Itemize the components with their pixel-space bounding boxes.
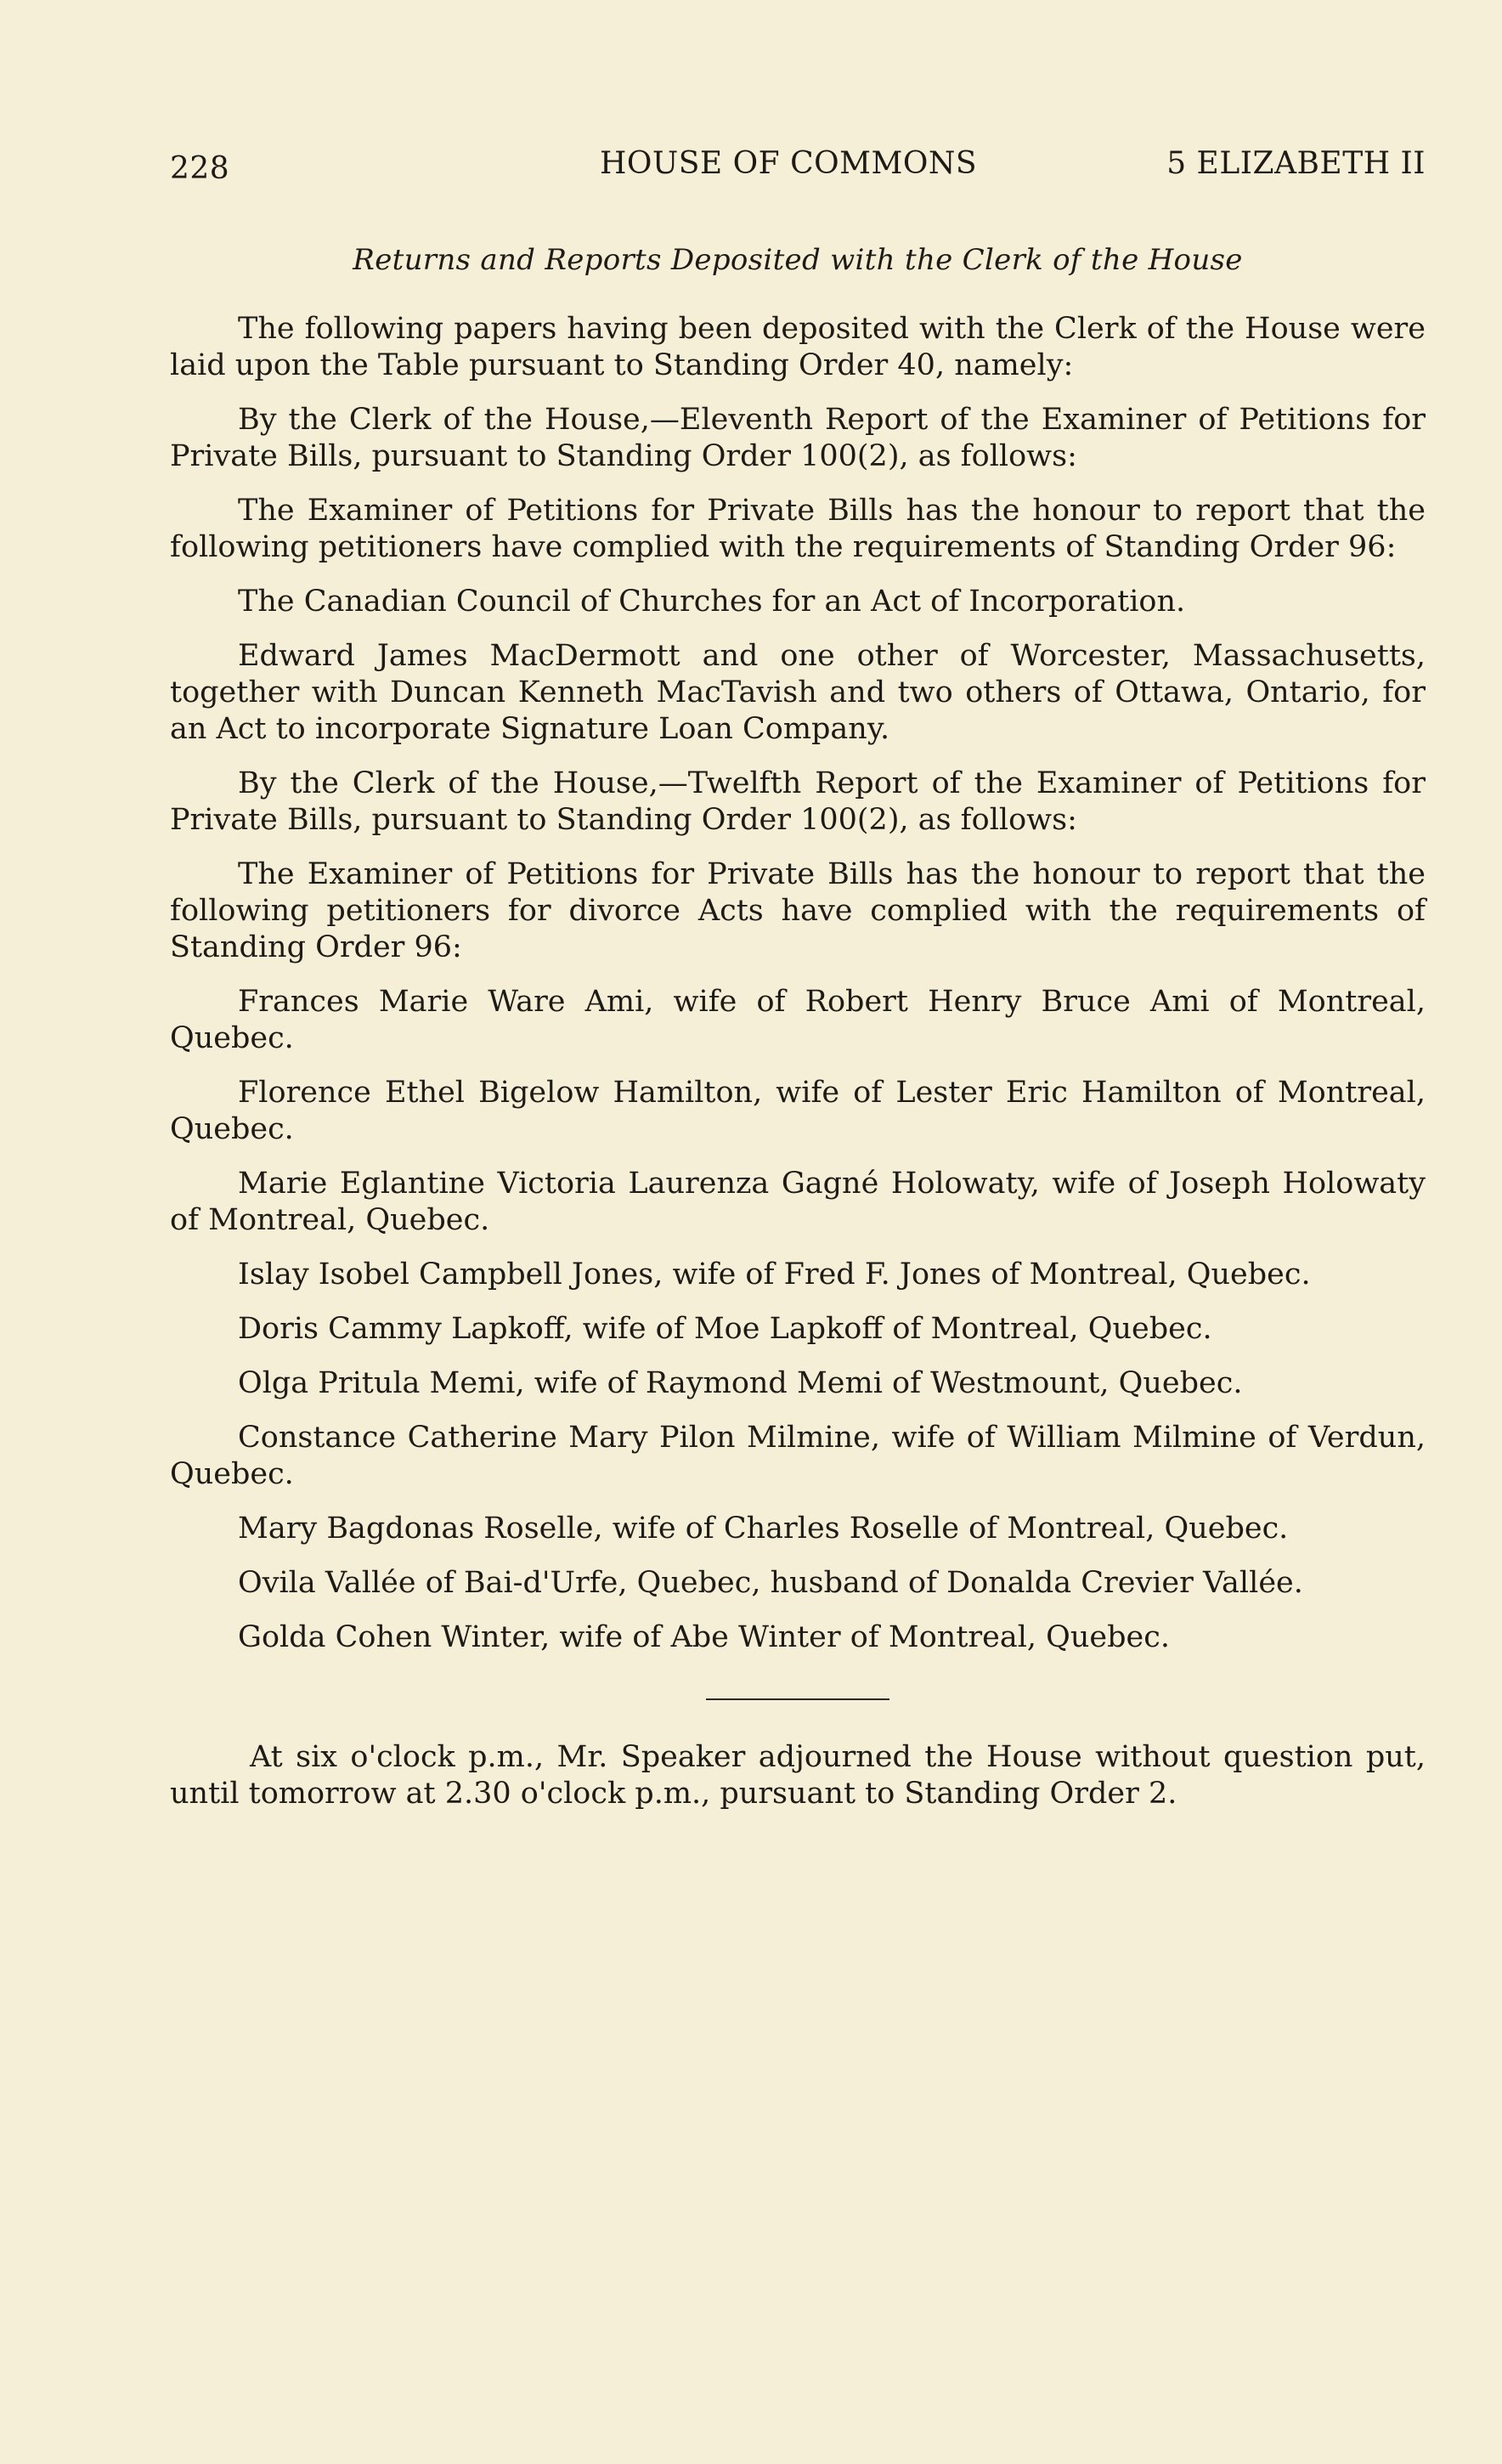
petition-item: Olga Pritula Memi, wife of Raymond Memi of Westmount, Quebec. [238, 1366, 1243, 1400]
document-page [170, 146, 1426, 1812]
paragraph: By the Clerk of the House,—Twelfth Report of the Examiner of Petitions for Private Bills, pursuant to Standing Order 100(2), as follows: [170, 766, 1426, 837]
petition-item: Islay Isobel Campbell Jones, wife of Fred F. Jones of Montreal, Quebec. [238, 1257, 1311, 1291]
body-text [170, 311, 1426, 1656]
adjournment-paragraph: At six o'clock p.m., Mr. Speaker adjourned the House without question put, until tomorrow at 2.30 o'clock p.m., pursuant to Standing Order 2. [170, 1740, 1426, 1811]
running-header [170, 146, 1426, 189]
petition-item: Mary Bagdonas Roselle, wife of Charles Roselle of Montreal, Quebec. [238, 1512, 1289, 1546]
section-divider [706, 1698, 889, 1700]
petition-item: Edward James MacDermott and one other of Worcester, Massachusetts, together with Duncan Kenneth MacTavish and two others of Ottawa, Ontario, for an Act to incorporate Signature Loan Company. [170, 639, 1426, 746]
header-title: HOUSE OF COMMONS [600, 146, 978, 181]
petition-item: Constance Catherine Mary Pilon Milmine, wife of William Milmine of Verdun, Quebec. [170, 1421, 1426, 1491]
petition-item: Frances Marie Ware Ami, wife of Robert Henry Bruce Ami of Montreal, Quebec. [170, 985, 1426, 1055]
paragraph: The Examiner of Petitions for Private Bills has the honour to report that the following petitioners have complied with the requirements of Standing Order 96: [170, 494, 1426, 564]
petition-item: Marie Eglantine Victoria Laurenza Gagné Holowaty, wife of Joseph Holowaty of Montreal, Quebec. [170, 1167, 1426, 1237]
petition-item: Florence Ethel Bigelow Hamilton, wife of Lester Eric Hamilton of Montreal, Quebec. [170, 1076, 1426, 1146]
petition-item: The Canadian Council of Churches for an Act of Incorporation. [238, 585, 1186, 619]
paragraph: The Examiner of Petitions for Private Bills has the honour to report that the following petitioners for divorce Acts have complied with the requirements of Standing Order 96: [170, 857, 1426, 964]
paragraph: The following papers having been deposited with the Clerk of the House were laid upon the Table pursuant to Standing Order 40, namely: [170, 312, 1426, 382]
petition-item: Ovila Vallée of Bai-d'Urfe, Quebec, husband of Donalda Crevier Vallée. [238, 1566, 1303, 1600]
header-regnal-year: 5 ELIZABETH II [1166, 146, 1426, 181]
paragraph: By the Clerk of the House,—Eleventh Report of the Examiner of Petitions for Private Bills, pursuant to Standing Order 100(2), as follows: [170, 403, 1426, 473]
petition-item: Doris Cammy Lapkoff, wife of Moe Lapkoff of Montreal, Quebec. [238, 1312, 1212, 1346]
page-number: 228 [170, 151, 230, 186]
section-title: Returns and Reports Deposited with the Clerk of the House [353, 243, 1243, 277]
petition-item: Golda Cohen Winter, wife of Abe Winter of Montreal, Quebec. [238, 1620, 1170, 1654]
